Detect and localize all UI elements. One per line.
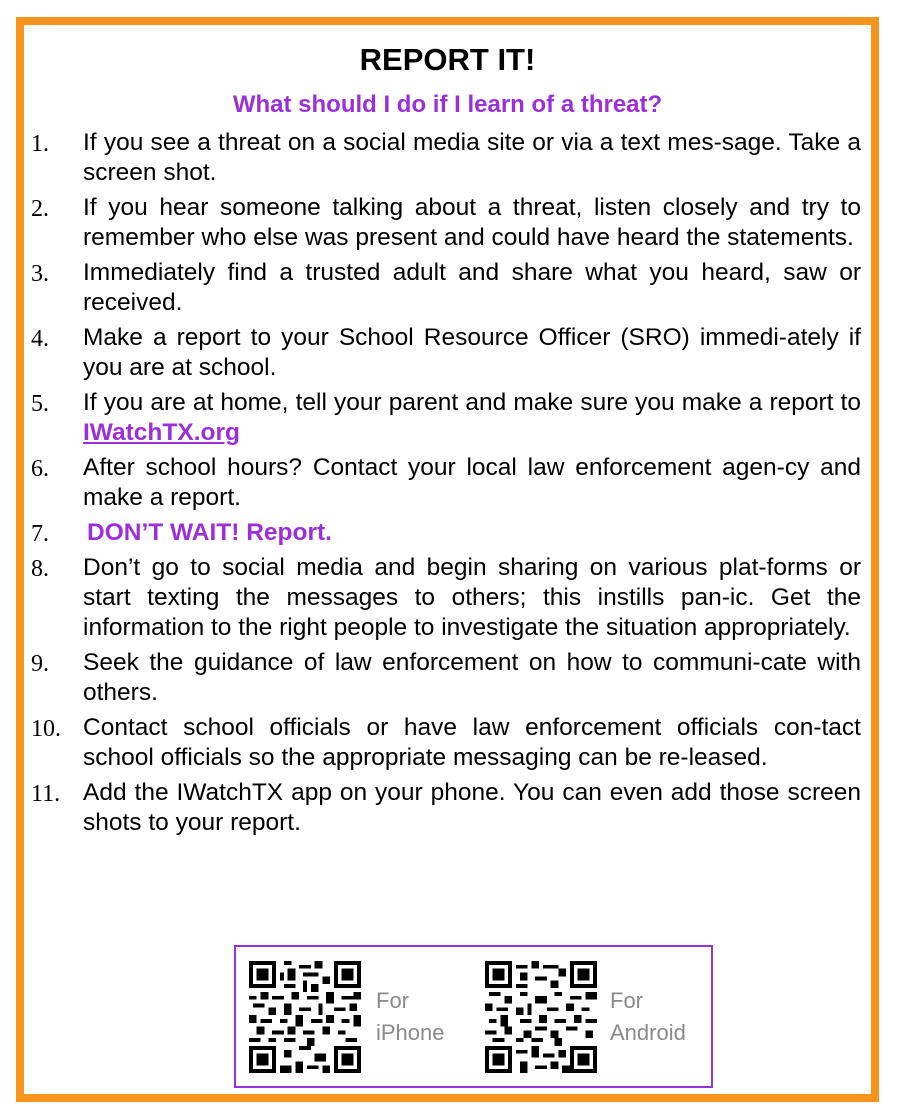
report-it-panel	[16, 17, 879, 1102]
list-item	[24, 323, 871, 383]
item-text: Add the IWatchTX app on your phone. You can even add those screen shots to your report.	[83, 779, 861, 836]
item-number: 3.	[31, 261, 49, 287]
list-item	[24, 518, 871, 548]
item-text: Contact school officials or have law enforcement officials con-tact school officials so the appropriate messaging can be re-leased.	[83, 714, 861, 771]
android-qr-code-icon[interactable]	[484, 961, 598, 1073]
item-number: 6.	[31, 456, 49, 482]
android-label-line2: Android	[610, 1020, 686, 1045]
list-item	[24, 193, 871, 253]
item-text-before-link: If you are at home, tell your parent and make sure you make a report to	[83, 389, 861, 416]
item-text-emphasis: DON’T WAIT! Report.	[87, 519, 332, 546]
item-text: If you hear someone talking about a threat, listen closely and try to remember who else was present and could have heard the statements.	[83, 194, 861, 251]
list-item	[24, 258, 871, 318]
list-item	[24, 453, 871, 513]
item-text: After school hours? Contact your local law enforcement agen-cy and make a report.	[83, 454, 861, 511]
list-item	[24, 713, 871, 773]
qr-code-box	[234, 945, 713, 1088]
item-number: 9.	[31, 651, 49, 677]
item-number: 1.	[31, 131, 49, 157]
item-number: 5.	[31, 391, 49, 417]
item-text: Make a report to your School Resource Officer (SRO) immedi-ately if you are at school.	[83, 324, 861, 381]
iwatchtx-link[interactable]: IWatchTX.org	[83, 419, 240, 446]
item-number: 10.	[31, 716, 61, 742]
item-number: 4.	[31, 326, 49, 352]
list-item	[24, 128, 871, 188]
item-text: If you see a threat on a social media site or via a text mes-sage. Take a screen shot.	[83, 129, 861, 186]
page-title: REPORT IT!	[359, 42, 536, 77]
item-text	[83, 388, 861, 448]
item-text: Don’t go to social media and begin sharing on various plat-forms or start texting the messages to others; this instills pan-ic. Get the information to the right people to investigate the situation appropriately.	[83, 554, 861, 641]
iphone-label-line1: For	[376, 988, 409, 1013]
list-item	[24, 388, 871, 448]
iphone-label-line2: iPhone	[376, 1020, 445, 1045]
item-number: 7.	[31, 521, 49, 547]
list-item	[24, 553, 871, 643]
item-number: 2.	[31, 196, 49, 222]
steps-list	[24, 128, 871, 843]
item-text: Immediately find a trusted adult and share what you heard, saw or received.	[83, 259, 861, 316]
iphone-qr-label	[376, 985, 445, 1049]
item-number: 11.	[31, 781, 61, 807]
android-qr-label	[610, 985, 686, 1049]
iphone-qr-code-icon[interactable]	[248, 961, 362, 1073]
list-item	[24, 778, 871, 838]
subtitle: What should I do if I learn of a threat?	[232, 91, 663, 118]
item-text: Seek the guidance of law enforcement on how to communi-cate with others.	[83, 649, 861, 706]
android-label-line1: For	[610, 988, 643, 1013]
item-number: 8.	[31, 556, 49, 582]
list-item	[24, 648, 871, 708]
